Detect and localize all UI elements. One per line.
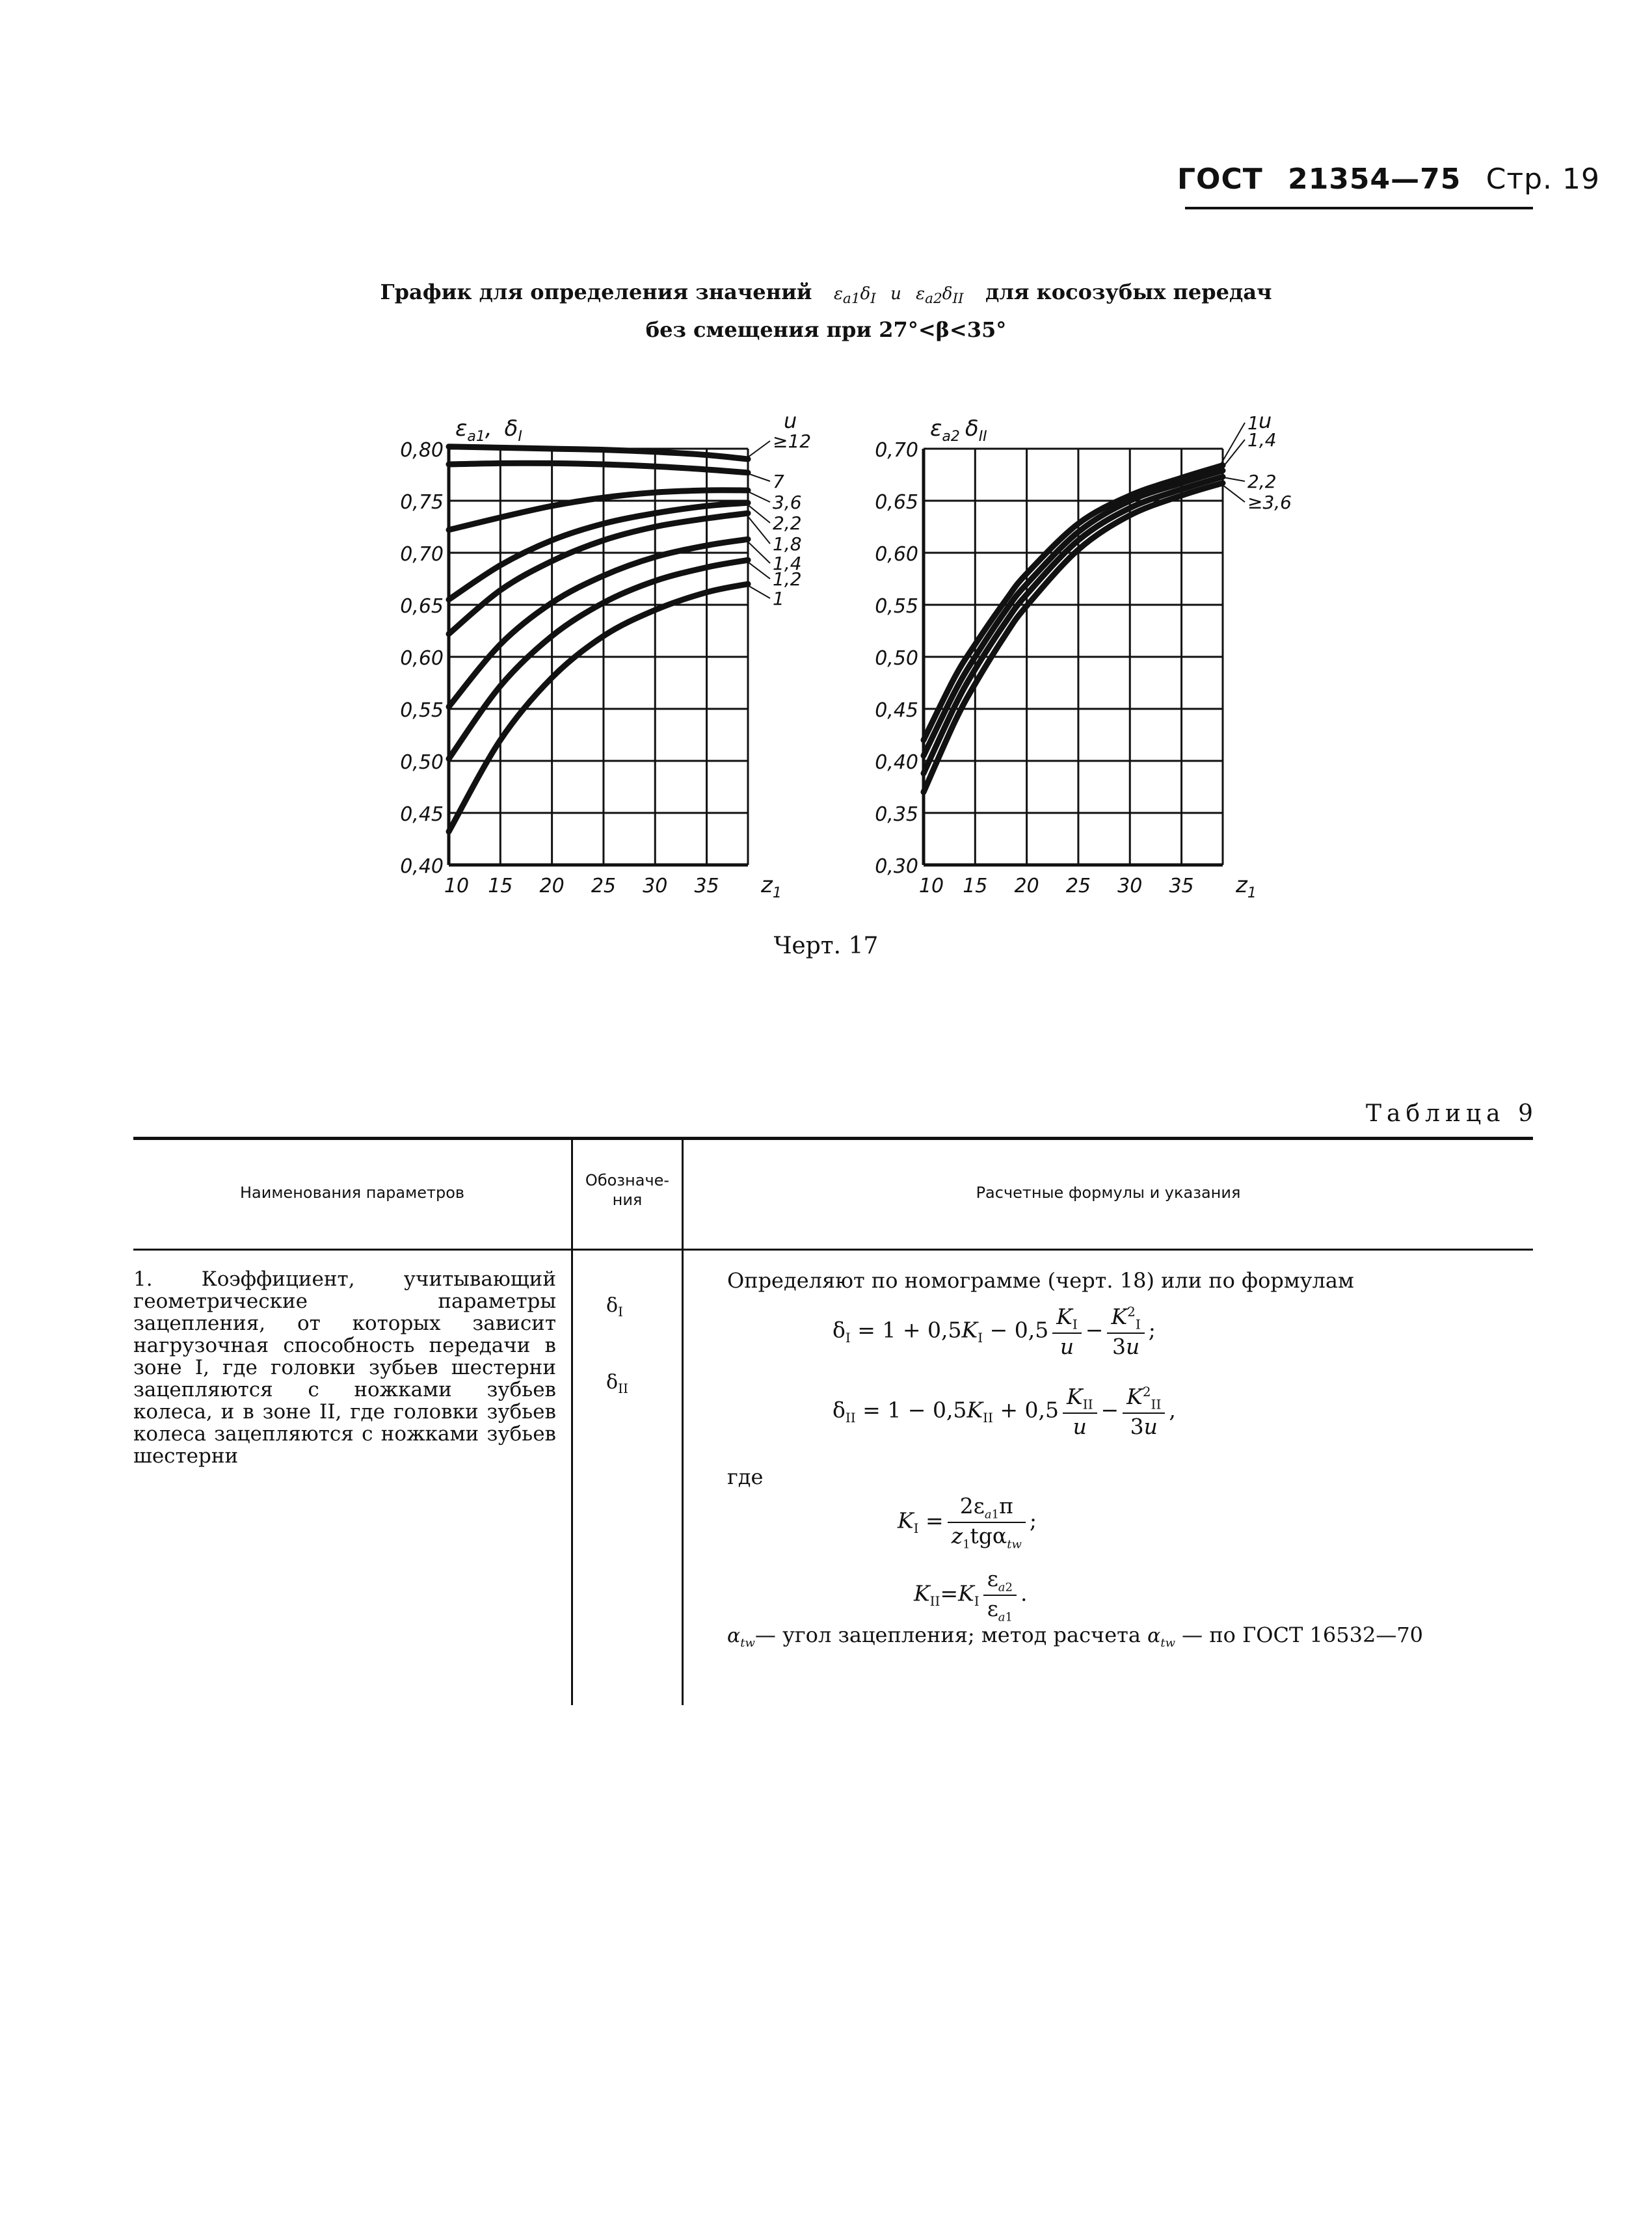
header-formula: Расчетные формулы и указания xyxy=(976,1184,1241,1202)
gost-label: ГОСТ xyxy=(1177,163,1263,196)
y-tick-label: 0,80 xyxy=(400,439,444,462)
x-tick-label: 25 xyxy=(591,875,617,897)
chart-eps-a1-delta-1 xyxy=(364,397,812,910)
series-line-u-1,4 xyxy=(924,471,1223,756)
series-leader-line xyxy=(745,473,770,481)
y-tick-label: 0,40 xyxy=(400,855,444,878)
row1-symbol-delta1: $\delta_I$ xyxy=(606,1294,623,1320)
series-leader-line xyxy=(745,560,770,579)
y-tick-label: 0,30 xyxy=(875,855,918,878)
row1-where: где xyxy=(727,1465,764,1489)
page-number: Стр. 19 xyxy=(1485,163,1600,196)
series-label: 2,2 xyxy=(773,512,802,534)
series-line-u-2,2 xyxy=(924,477,1223,773)
y-tick-label: 0,60 xyxy=(875,543,918,566)
chart-eps-a2-delta-2 xyxy=(839,397,1292,910)
header-symbol-line1: Обозначе- xyxy=(585,1171,670,1189)
series-line-u-1,2 xyxy=(449,560,748,759)
x-tick-label: 25 xyxy=(1065,875,1091,897)
header-symbol-line2: ния xyxy=(612,1191,643,1209)
formula-delta-1: $\delta_I = 1 + 0,5K_I - 0,5$ $\frac{K_I}{u}$ − $\frac{K^2_I}{3u}$ ; xyxy=(833,1304,1156,1359)
series-line-u-1 xyxy=(449,584,748,832)
series-label: 1,8 xyxy=(773,533,802,555)
figure-title-line1 xyxy=(0,280,1652,307)
header-parameter-name: Наименования параметров xyxy=(239,1184,465,1202)
legend-title: u xyxy=(1259,408,1272,433)
standard-number: 21354—75 xyxy=(1288,163,1461,196)
y-tick-label: 0,55 xyxy=(875,595,918,618)
legend-title: u xyxy=(784,408,797,433)
y-tick-label: 0,65 xyxy=(875,491,918,514)
y-tick-label: 0,75 xyxy=(400,491,444,514)
note-alpha2: $\alpha_{tw}$ xyxy=(1147,1625,1175,1650)
row1-intro: Определяют по номограмме (черт. 18) или по формулам xyxy=(727,1268,1354,1293)
note-alpha1: $\alpha_{tw}$ xyxy=(727,1625,755,1650)
series-label: 2,2 xyxy=(1247,471,1277,492)
table-label: Таблица 9 xyxy=(1366,1100,1538,1127)
formula-delta-2: $\delta_{II} = 1 - 0,5K_{II} + 0,5$ $\frac{K_{II}}{u}$ − $\frac{K^2_{II}}{3u}$ , xyxy=(833,1384,1176,1439)
page-header xyxy=(1177,163,1614,196)
table-col-divider-1 xyxy=(571,1139,573,1705)
x-axis-label: $z_1$ xyxy=(761,872,782,901)
figure-title-line2: без смещения при 27°<β<35° xyxy=(645,317,1007,342)
title-text-after: для косозубых передач xyxy=(985,280,1272,304)
series-leader-line xyxy=(1220,483,1245,502)
title-eps2: $\varepsilon_{a2}\delta_{II}$ xyxy=(916,284,964,308)
y-tick-label: 0,70 xyxy=(875,439,918,462)
table-col-divider-2 xyxy=(682,1139,684,1705)
x-tick-label: 10 xyxy=(918,875,944,897)
row1-parameter-name: 1. Коэффициент, учитывающий геометрические параметры зацепления, от которых зависит нагрузочная способность передачи в зоне I, где головки зубьев шестерни зацепляются с ножками зубьев колеса, и в зоне II, где головки зубьев колеса зацепляются с ножками зубьев шестерни xyxy=(133,1267,556,1468)
series-label: 7 xyxy=(773,471,784,492)
series-line-u-1,4 xyxy=(449,539,748,707)
note-gost-ref: ГОСТ 16532—70 xyxy=(1242,1623,1424,1647)
title-and: и xyxy=(890,284,901,304)
series-label: 1,4 xyxy=(1247,429,1277,451)
x-tick-label: 20 xyxy=(1014,875,1039,897)
y-tick-label: 0,60 xyxy=(400,647,444,670)
series-line-u-7 xyxy=(449,463,748,473)
y-tick-label: 0,40 xyxy=(875,751,918,774)
series-label: ≥3,6 xyxy=(1247,492,1292,513)
row1-note: $\alpha_{tw}—$ угол зацепления; метод расчета $\alpha_{tw}$ — по ГОСТ 16532—70 xyxy=(727,1623,1424,1650)
series-label: 1 xyxy=(773,588,784,609)
formula-k2: $K_{II}=K_I$ $\frac{\varepsilon_{a2}}{\varepsilon_{a1}}$ . xyxy=(914,1566,1028,1625)
x-tick-label: 15 xyxy=(488,875,513,897)
y-axis-label: $\varepsilon_{a1}$, $\delta_I$ xyxy=(455,416,522,445)
y-tick-label: 0,50 xyxy=(400,751,444,774)
series-label: 1 xyxy=(1247,412,1259,434)
x-axis-label: $z_1$ xyxy=(1236,872,1257,901)
header-rule xyxy=(1185,207,1533,209)
series-label: 3,6 xyxy=(773,492,802,513)
header-symbol xyxy=(573,1171,682,1210)
x-tick-label: 35 xyxy=(694,875,719,897)
row1-symbol-delta2: $\delta_{II}$ xyxy=(606,1371,628,1396)
formula-k1: $K_I$ = $\frac{2\varepsilon_{a1}\pi}{z_1tg\alpha_{tw}}$ ; xyxy=(898,1493,1037,1552)
x-tick-label: 15 xyxy=(963,875,988,897)
y-tick-label: 0,50 xyxy=(875,647,918,670)
title-eps1: $\varepsilon_{a1}\delta_I$ xyxy=(833,284,876,308)
series-label: 1,4 xyxy=(773,553,802,574)
title-text-before: График для определения значений xyxy=(380,280,812,304)
series-label: ≥12 xyxy=(773,431,812,452)
y-tick-label: 0,55 xyxy=(400,699,444,722)
table-top-rule xyxy=(133,1137,1533,1140)
series-leader-line xyxy=(745,441,770,459)
figure-caption: Черт. 17 xyxy=(773,933,879,959)
series-leader-line xyxy=(745,584,770,598)
x-tick-label: 10 xyxy=(444,875,470,897)
x-tick-label: 35 xyxy=(1169,875,1194,897)
y-tick-label: 0,70 xyxy=(400,543,444,566)
series-line-u-1,8 xyxy=(449,513,748,634)
x-tick-label: 30 xyxy=(1117,875,1143,897)
table-header-rule xyxy=(133,1249,1533,1251)
x-tick-label: 30 xyxy=(643,875,668,897)
y-tick-label: 0,45 xyxy=(400,803,444,826)
y-axis-label: $\varepsilon_{a2}$ $\delta_{II}$ xyxy=(930,416,987,445)
y-tick-label: 0,45 xyxy=(875,699,918,722)
y-tick-label: 0,35 xyxy=(875,803,918,826)
x-tick-label: 20 xyxy=(539,875,565,897)
series-label: 1,2 xyxy=(773,568,802,590)
y-tick-label: 0,65 xyxy=(400,595,444,618)
